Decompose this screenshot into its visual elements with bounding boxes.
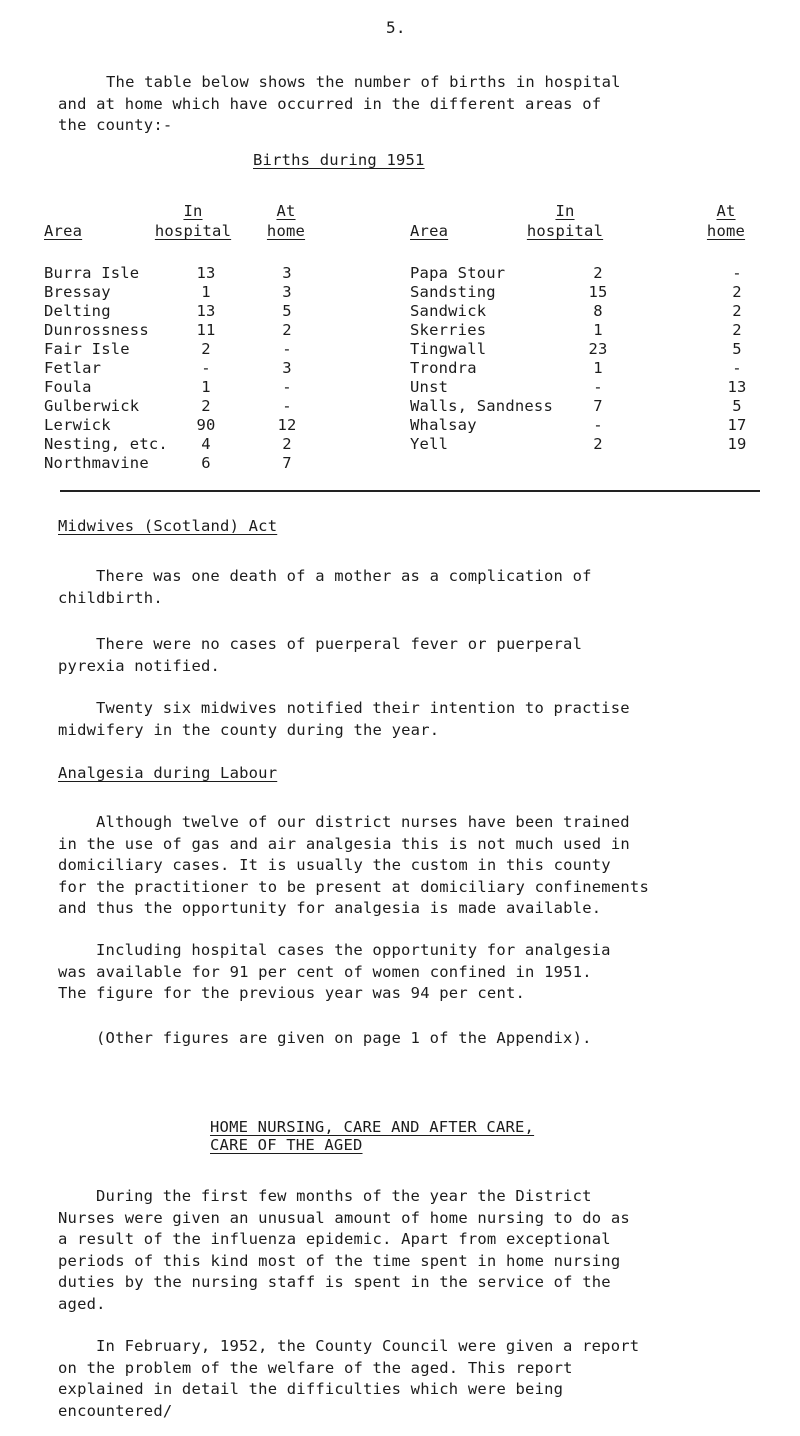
hospital-cell: 13 bbox=[196, 264, 216, 282]
text-line: and thus the opportunity for analgesia is made available. bbox=[58, 899, 602, 917]
hospital-cell: 4 bbox=[201, 435, 211, 453]
home-cell: 2 bbox=[282, 321, 292, 339]
area-cell: Yell bbox=[410, 435, 449, 453]
text-line: Twenty six midwives notified their intention to practise bbox=[96, 699, 630, 717]
text-line: periods of this kind most of the time spent in home nursing bbox=[58, 1251, 621, 1270]
hospital-cell: 2 bbox=[201, 340, 211, 358]
area-cell: Tingwall bbox=[410, 340, 487, 358]
midwives-paragraph-1 bbox=[58, 566, 778, 609]
header-at-home-right-1: At bbox=[716, 202, 736, 220]
text-line: for the practitioner to be present at domiciliary confinements bbox=[58, 877, 649, 896]
text-line: Although twelve of our district nurses have been trained bbox=[96, 813, 630, 831]
area-cell: Whalsay bbox=[410, 416, 477, 434]
text-line: childbirth. bbox=[58, 588, 163, 607]
text-line: aged. bbox=[58, 1294, 106, 1313]
hospital-cell: 8 bbox=[593, 302, 603, 320]
text-line: was available for 91 per cent of women confined in 1951. bbox=[58, 962, 592, 981]
hospital-cell: 13 bbox=[196, 302, 216, 320]
text-line: on the problem of the welfare of the aged. This report bbox=[58, 1358, 573, 1377]
midwives-paragraph-3 bbox=[58, 698, 778, 741]
text-line: There were no cases of puerperal fever or puerperal bbox=[96, 635, 583, 653]
hospital-cell: 2 bbox=[593, 264, 603, 282]
home-nursing-heading-2: CARE OF THE AGED bbox=[210, 1136, 363, 1154]
text-line: domiciliary cases. It is usually the custom in this county bbox=[58, 856, 611, 874]
hospital-cell: 90 bbox=[196, 416, 216, 434]
area-cell: Trondra bbox=[410, 359, 477, 377]
home-cell: 5 bbox=[732, 340, 742, 358]
hospital-cell: 1 bbox=[593, 359, 603, 377]
area-cell: Fair Isle bbox=[44, 340, 130, 358]
text-line: (Other figures are given on page 1 of the Appendix). bbox=[96, 1029, 592, 1047]
home-cell: - bbox=[732, 359, 742, 377]
analgesia-paragraph-2 bbox=[58, 940, 778, 1005]
header-in-hospital-right-2: hospital bbox=[526, 222, 604, 240]
area-cell: Bressay bbox=[44, 283, 111, 301]
midwives-paragraph-2 bbox=[58, 634, 778, 677]
hospital-cell: 11 bbox=[196, 321, 216, 339]
text-line: duties by the nursing staff is spent in the service of the bbox=[58, 1273, 611, 1291]
intro-line: and at home which have occurred in the different areas of bbox=[58, 94, 602, 113]
header-in-hospital-right-1: In bbox=[555, 202, 575, 220]
home-cell: 12 bbox=[277, 416, 297, 434]
area-cell: Gulberwick bbox=[44, 397, 140, 415]
area-cell: Walls, Sandness bbox=[410, 397, 553, 415]
text-line: Nurses were given an unusual amount of home nursing to do as bbox=[58, 1208, 630, 1227]
home-cell: 19 bbox=[727, 435, 747, 453]
home-cell: 13 bbox=[727, 378, 747, 396]
home-cell: 7 bbox=[282, 454, 292, 472]
hospital-cell: 6 bbox=[201, 454, 211, 472]
area-cell: Papa Stour bbox=[410, 264, 506, 282]
header-area-right: Area bbox=[410, 222, 449, 240]
area-cell: Dunrossness bbox=[44, 321, 149, 339]
area-cell: Skerries bbox=[410, 321, 487, 339]
home-cell: 2 bbox=[732, 283, 742, 301]
home-cell: 2 bbox=[282, 435, 292, 453]
midwives-heading: Midwives (Scotland) Act bbox=[58, 517, 278, 535]
home-cell: - bbox=[282, 378, 292, 396]
home-cell: 5 bbox=[282, 302, 292, 320]
home-cell: 2 bbox=[732, 302, 742, 320]
table-title: Births during 1951 bbox=[253, 151, 425, 169]
header-at-home-right-2: home bbox=[706, 222, 746, 240]
home-nursing-paragraph-2 bbox=[58, 1336, 778, 1422]
area-cell: Northmavine bbox=[44, 454, 149, 472]
text-line: During the first few months of the year the District bbox=[96, 1187, 592, 1205]
analgesia-paragraph-1 bbox=[58, 812, 778, 920]
page-number: 5. bbox=[386, 18, 406, 37]
text-line: There was one death of a mother as a complication of bbox=[96, 567, 592, 585]
text-line: Including hospital cases the opportunity for analgesia bbox=[96, 941, 611, 959]
header-in-hospital-left-2: hospital bbox=[154, 222, 232, 240]
area-cell: Nesting, etc. bbox=[44, 435, 168, 453]
analgesia-paragraph-3 bbox=[58, 1028, 778, 1050]
home-nursing-paragraph-1 bbox=[58, 1186, 778, 1315]
text-line: The figure for the previous year was 94 per cent. bbox=[58, 984, 526, 1002]
intro-paragraph bbox=[58, 72, 778, 137]
hospital-cell: 7 bbox=[593, 397, 603, 415]
home-cell: 5 bbox=[732, 397, 742, 415]
hospital-cell: - bbox=[201, 359, 211, 377]
home-cell: - bbox=[282, 397, 292, 415]
hospital-cell: 15 bbox=[588, 283, 608, 301]
home-cell: 17 bbox=[727, 416, 747, 434]
home-nursing-heading-1: HOME NURSING, CARE AND AFTER CARE, bbox=[210, 1118, 535, 1136]
home-cell: 3 bbox=[282, 283, 292, 301]
header-in-hospital-left-1: In bbox=[183, 202, 203, 220]
area-cell: Delting bbox=[44, 302, 111, 320]
text-line: in the use of gas and air analgesia this is not much used in bbox=[58, 834, 630, 853]
analgesia-heading: Analgesia during Labour bbox=[58, 764, 278, 782]
text-line: In February, 1952, the County Council were given a report bbox=[96, 1337, 640, 1355]
hospital-cell: 2 bbox=[201, 397, 211, 415]
home-cell: - bbox=[732, 264, 742, 282]
area-cell: Burra Isle bbox=[44, 264, 140, 282]
text-line: pyrexia notified. bbox=[58, 656, 221, 675]
home-cell: - bbox=[282, 340, 292, 358]
text-line: midwifery in the county during the year. bbox=[58, 720, 440, 739]
hospital-cell: 1 bbox=[593, 321, 603, 339]
header-area-left: Area bbox=[44, 222, 83, 240]
hospital-cell: 23 bbox=[588, 340, 608, 358]
hospital-cell: 2 bbox=[593, 435, 603, 453]
hospital-cell: - bbox=[593, 378, 603, 396]
home-cell: 3 bbox=[282, 359, 292, 377]
area-cell: Lerwick bbox=[44, 416, 111, 434]
header-at-home-left-1: At bbox=[276, 202, 296, 220]
table-bottom-rule bbox=[60, 490, 760, 492]
hospital-cell: 1 bbox=[201, 283, 211, 301]
area-cell: Fetlar bbox=[44, 359, 102, 377]
home-cell: 2 bbox=[732, 321, 742, 339]
text-line: explained in detail the difficulties which were being bbox=[58, 1380, 564, 1398]
area-cell: Sandsting bbox=[410, 283, 496, 301]
header-at-home-left-2: home bbox=[266, 222, 306, 240]
intro-line: the county:- bbox=[58, 116, 173, 134]
hospital-cell: 1 bbox=[201, 378, 211, 396]
text-line: a result of the influenza epidemic. Apart from exceptional bbox=[58, 1230, 611, 1248]
text-line: encountered/ bbox=[58, 1401, 173, 1420]
intro-line: The table below shows the number of births in hospital bbox=[106, 73, 621, 91]
area-cell: Sandwick bbox=[410, 302, 487, 320]
hospital-cell: - bbox=[593, 416, 603, 434]
area-cell: Unst bbox=[410, 378, 449, 396]
home-cell: 3 bbox=[282, 264, 292, 282]
area-cell: Foula bbox=[44, 378, 92, 396]
